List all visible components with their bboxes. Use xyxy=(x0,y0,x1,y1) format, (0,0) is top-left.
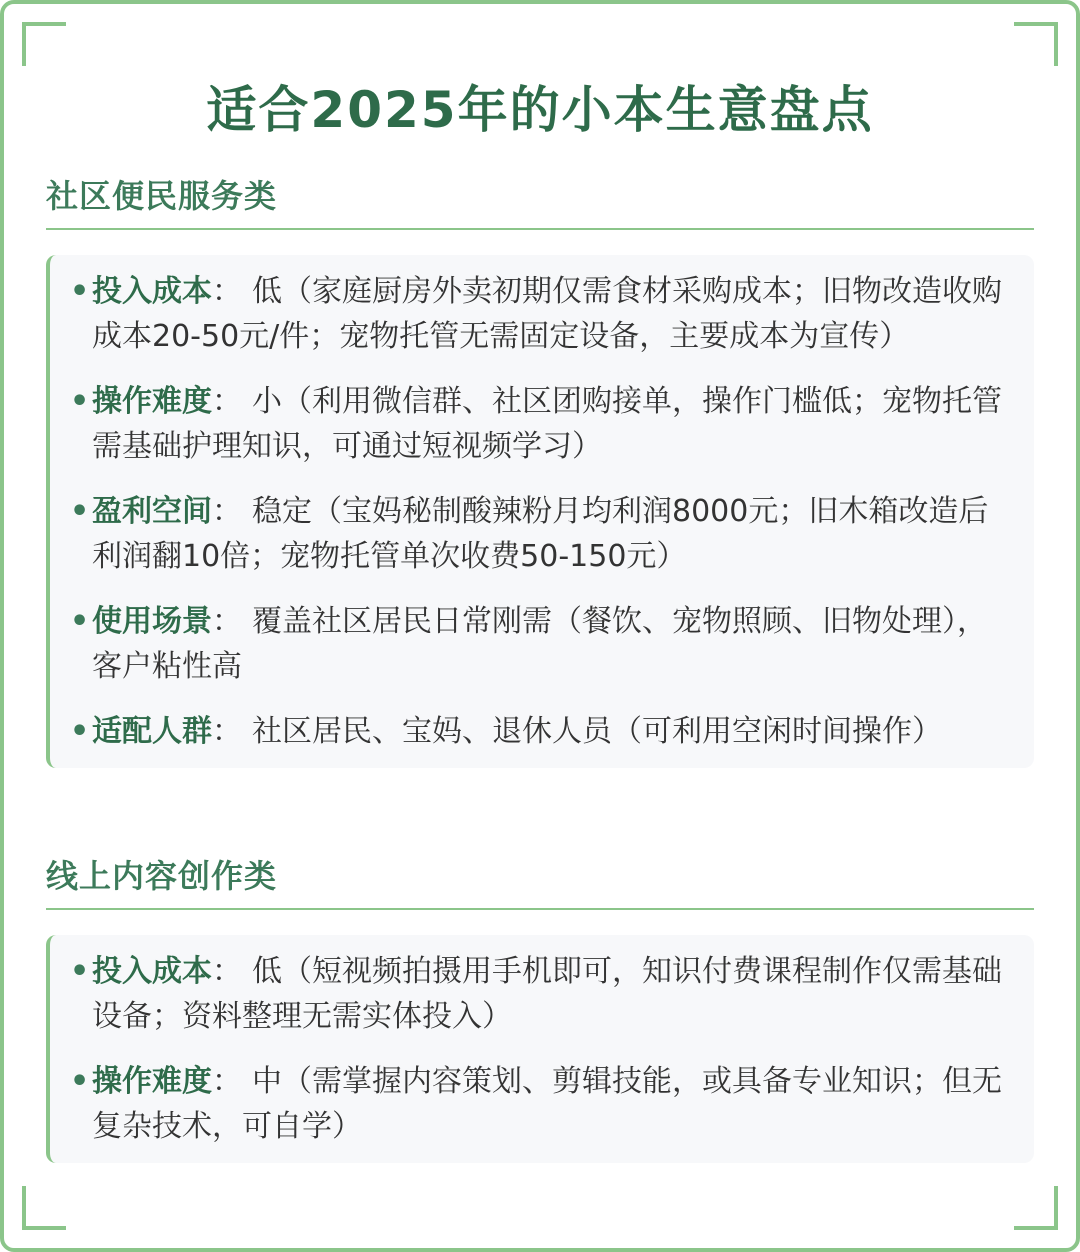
corner-decoration-top-right xyxy=(1014,22,1058,66)
info-card xyxy=(46,255,1034,768)
item-text: 覆盖社区居民日常刚需（餐饮、宠物照顾、旧物处理），客户粘性高 xyxy=(92,604,987,684)
item-label: 适配人群 xyxy=(92,714,212,749)
list-item xyxy=(70,269,1014,359)
list-item xyxy=(70,489,1014,579)
item-text: 小（利用微信群、社区团购接单，操作门槛低；宠物托管需基础护理知识，可通过短视频学习） xyxy=(92,384,1002,464)
corner-decoration-bottom-left xyxy=(22,1186,66,1230)
item-colon: ： xyxy=(212,954,242,989)
item-colon: ： xyxy=(212,274,242,309)
corner-decoration-bottom-right xyxy=(1014,1186,1058,1230)
item-text: 社区居民、宝妈、退休人员（可利用空闲时间操作） xyxy=(252,714,942,749)
item-colon: ： xyxy=(212,714,242,749)
list-item xyxy=(70,1059,1014,1149)
corner-decoration-top-left xyxy=(22,22,66,66)
page-title: 适合2025年的小本生意盘点 xyxy=(206,81,874,139)
bullet-icon: • xyxy=(70,384,90,419)
list-item xyxy=(70,379,1014,469)
bullet-icon: • xyxy=(70,274,90,309)
item-text: 稳定（宝妈秘制酸辣粉月均利润8000元；旧木箱改造后利润翻10倍；宠物托管单次收费50-150元） xyxy=(92,494,989,574)
item-label: 操作难度 xyxy=(92,384,212,419)
list-item xyxy=(70,709,1014,754)
section-heading: 社区便民服务类 xyxy=(46,176,1034,230)
item-colon: ： xyxy=(212,604,242,639)
item-text: 中（需掌握内容策划、剪辑技能，或具备专业知识；但无复杂技术，可自学） xyxy=(92,1064,1002,1144)
item-text: 低（家庭厨房外卖初期仅需食材采购成本；旧物改造收购成本20-50元/件；宠物托管无需固定设备，主要成本为宣传） xyxy=(92,274,1002,354)
item-label: 盈利空间 xyxy=(92,494,212,529)
list-item xyxy=(70,949,1014,1039)
bullet-icon: • xyxy=(70,604,90,639)
list-item xyxy=(70,599,1014,689)
bullet-icon: • xyxy=(70,954,90,989)
bullet-icon: • xyxy=(70,494,90,529)
section-heading: 线上内容创作类 xyxy=(46,856,1034,910)
info-card xyxy=(46,935,1034,1163)
item-colon: ： xyxy=(212,384,242,419)
item-label: 使用场景 xyxy=(92,604,212,639)
bullet-icon: • xyxy=(70,1064,90,1099)
item-label: 投入成本 xyxy=(92,274,212,309)
item-label: 投入成本 xyxy=(92,954,212,989)
item-colon: ： xyxy=(212,1064,242,1099)
item-colon: ： xyxy=(212,494,242,529)
item-label: 操作难度 xyxy=(92,1064,212,1099)
bullet-icon: • xyxy=(70,714,90,749)
section-community-services xyxy=(46,176,1034,768)
section-online-content xyxy=(46,856,1034,1163)
item-text: 低（短视频拍摄用手机即可，知识付费课程制作仅需基础设备；资料整理无需实体投入） xyxy=(92,954,1002,1034)
